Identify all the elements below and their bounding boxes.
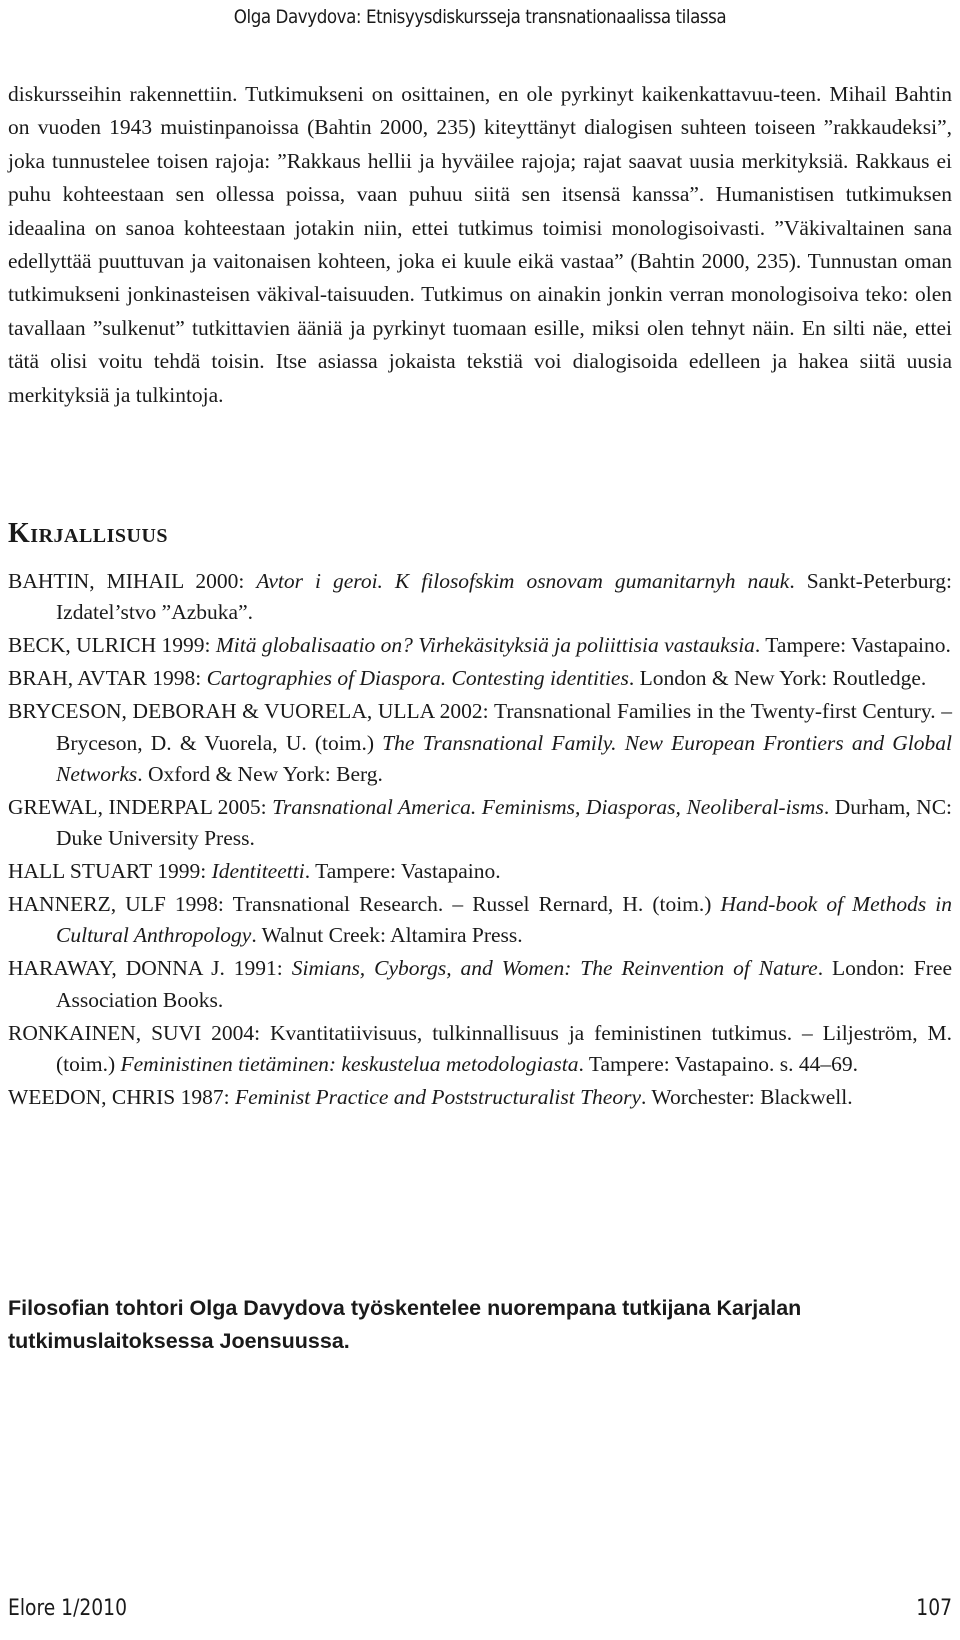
- reference-title: Feministinen tietäminen: keskustelua metodologiasta: [120, 1052, 579, 1077]
- reference-details: . London: Free Association Books.: [56, 956, 952, 1012]
- reference-chapter: Transnational Families in the Twenty-first Century. – Bryceson, D. & Vuorela, U. (toim.): [56, 699, 952, 755]
- body-paragraph: diskursseihin rakennettiin. Tutkimukseni on osittainen, en ole pyrkinyt kaikenkattavuu-teen. Mihail Bahtin on vuoden 1943 muistinpanoissa (Bahtin 2000, 235) kiteyttänyt dialogisen suhteen toiseen ”rakkaudeksi”, joka tunnustelee toisen rajoja: ”Rakkaus hellii ja hyväilee rajoja; rajat saavat uusia merkityksiä. Rakkaus ei puhu kohteestaan sen ollessa poissa, vaan puhuu siitä sen itsensä kanssa”. Humanistisen tutkimuksen ideaalina on sanoa kohteestaan jotakin niin, ettei tutkimus toimisi monologisoivasti. ”Väkivaltainen sana edellyttää puuttuvan ja vaitonaisen kohteen, joka ei kuule eikä vastaa” (Bahtin 2000, 235). Tunnustan oman tutkimukseni jonkinasteisen väkival-taisuuden. Tutkimus on ainakin jonkin verran monologisoiva teko: olen tavallaan ”sulkenut” tutkittavien ääniä ja pyrkinyt tuomaan esille, miksi olen tehnyt näin. En silti näe, ettei tätä olisi voitu tehdä toisin. Itse asiassa jokaista tekstiä voi dialogisoida edelleen ja hakea siitä uusia merkityksiä ja tulkintoja.: [8, 82, 952, 407]
- reference-item: [8, 856, 952, 887]
- reference-details: . Tampere: Vastapaino. s. 44–69.: [578, 1052, 859, 1077]
- running-head: Olga Davydova: Etnisyysdiskursseja transnationaalissa tilassa: [233, 6, 727, 28]
- reference-item: [8, 953, 952, 1016]
- reference-title: The Transnational Family. New European Frontiers and Global Networks: [56, 730, 952, 786]
- reference-details: . Sankt-Peterburg: Izdatel’stvo ”Azbuka”.: [56, 569, 952, 625]
- reference-author: HANNERZ, ULF 1998:: [8, 892, 233, 917]
- reference-chapter: Transnational Research. – Russel Rernard, H. (toim.): [232, 892, 721, 917]
- reference-author: BRYCESON, DEBORAH & VUORELA, ULLA 2002:: [8, 699, 494, 724]
- reference-title: Hand-book of Methods in Cultural Anthropology: [56, 892, 953, 948]
- reference-details: . London & New York: Routledge.: [628, 666, 927, 691]
- reference-author: BAHTIN, MIHAIL 2000:: [8, 569, 257, 593]
- reference-details: . Walnut Creek: Altamira Press.: [251, 923, 523, 948]
- reference-title: Simians, Cyborgs, and Women: The Reinvention of Nature: [291, 956, 818, 981]
- reference-item: [8, 630, 952, 661]
- footer-journal: Elore 1/2010: [8, 1596, 127, 1621]
- reference-title: Cartographies of Diaspora. Contesting identities: [206, 666, 629, 691]
- reference-author: GREWAL, INDERPAL 2005:: [8, 794, 273, 819]
- reference-item: [8, 696, 952, 790]
- reference-details: . Tampere: Vastapaino.: [754, 633, 951, 658]
- reference-author: BRAH, AVTAR 1998:: [8, 666, 207, 691]
- reference-title: Feminist Practice and Poststructuralist Theory: [234, 1085, 642, 1109]
- reference-list: [8, 566, 952, 1115]
- reference-item: [8, 663, 952, 694]
- reference-details: . Worchester: Blackwell.: [641, 1085, 853, 1109]
- reference-author: BECK, ULRICH 1999:: [8, 633, 216, 658]
- reference-item: [8, 889, 952, 952]
- reference-author: RONKAINEN, SUVI 2004:: [8, 1020, 271, 1045]
- reference-details: . Durham, NC: Duke University Press.: [56, 794, 953, 851]
- reference-author: HALL STUART 1999:: [8, 859, 212, 884]
- reference-author: HARAWAY, DONNA J. 1991:: [8, 956, 292, 981]
- author-bio: Filosofian tohtori Olga Davydova työskentelee nuorempana tutkijana Karjalan tutkimuslaitoksessa Joensuussa.: [8, 1296, 802, 1353]
- reference-title: Mitä globalisaatio on? Virhekäsityksiä ja poliittisia vastauksia: [215, 633, 755, 658]
- references-heading: Kirjallisuus: [8, 518, 169, 549]
- reference-details: . Tampere: Vastapaino.: [304, 859, 501, 884]
- reference-item: [8, 1018, 952, 1081]
- reference-title: Identiteetti: [211, 859, 305, 884]
- reference-author: WEEDON, CHRIS 1987:: [8, 1085, 235, 1109]
- reference-details: . Oxford & New York: Berg.: [137, 761, 383, 786]
- page-number: 107: [916, 1596, 952, 1621]
- reference-item: [8, 566, 952, 629]
- reference-item: [8, 792, 952, 855]
- reference-title: Avtor i geroi. K filosofskim osnovam gumanitarnyh nauk: [256, 569, 790, 593]
- reference-chapter: Kvantitatiivisuus, tulkinnallisuus ja feministinen tutkimus. – Liljeström, M. (toim.): [56, 1020, 953, 1077]
- reference-item: [8, 1082, 952, 1113]
- reference-title: Transnational America. Feminisms, Diasporas, Neoliberal-isms: [272, 794, 824, 819]
